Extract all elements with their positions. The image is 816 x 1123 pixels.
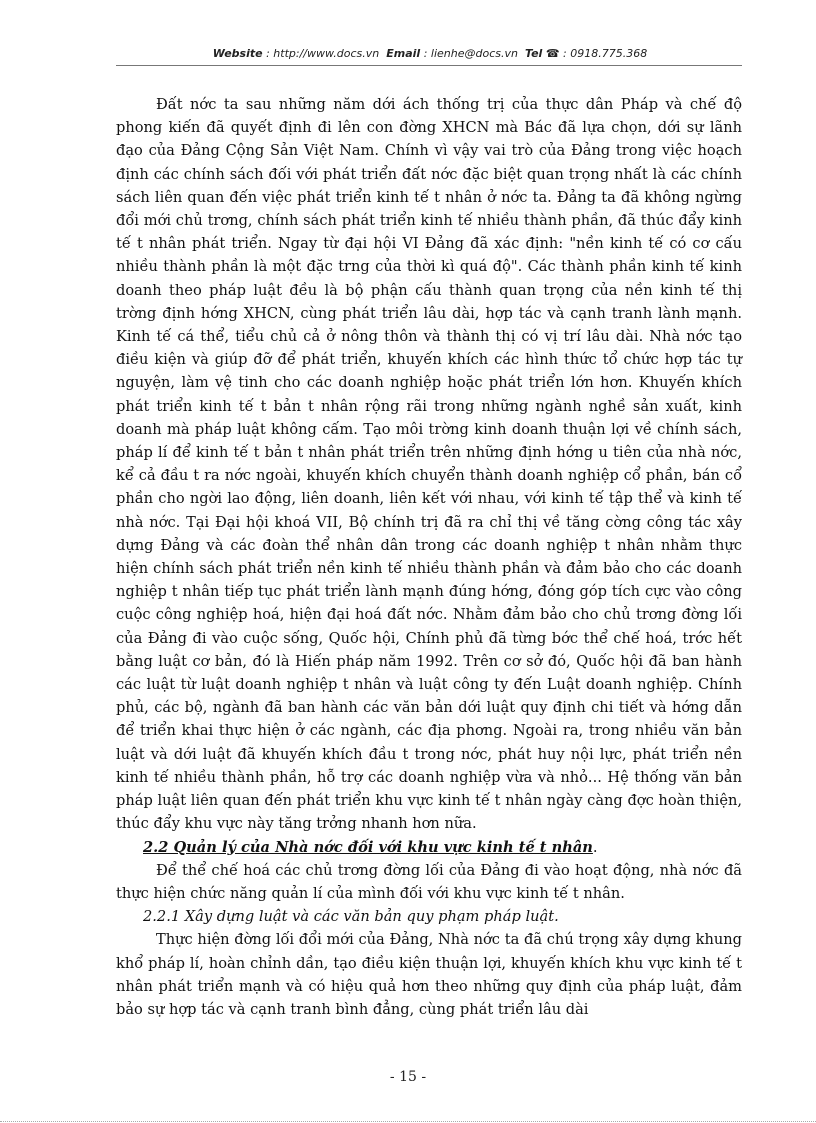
website-label: Website (212, 47, 263, 60)
page-header (120, 47, 740, 60)
email-value: : lienhe@docs.vn (423, 47, 518, 60)
document-body (116, 93, 742, 1021)
footer-divider (0, 1121, 816, 1122)
subsection-heading-2-2-1: 2.2.1 Xây dựng luật và các văn bản quy phạm pháp luật. (143, 908, 559, 926)
section-heading-2-2 (116, 836, 742, 859)
email-label: Email (386, 47, 421, 60)
section-heading-text: 2.2 Quản lý của Nhà nớc đối với khu vực kinh tế t nhân (143, 838, 593, 856)
paragraph-legal-framework: Thực hiện đờng lối đổi mới của Đảng, Nhà nớc ta đã chú trọng xây dựng khung khổ pháp lí, hoàn chỉnh dần, tạo điều kiện thuận lợi, khuyến khích khu vực kinh tế t nhân phát triển mạnh và có hiệu quả hơn theo những quy định của pháp luật, đảm bảo sự hợp tác và cạnh tranh bình đẳng, cùng phát triển lâu dài (116, 931, 742, 1018)
tel-value: : 0918.775.368 (563, 47, 648, 60)
header-divider (116, 65, 742, 66)
tel-label: Tel (524, 47, 543, 60)
phone-icon: ☎ (545, 47, 560, 60)
page-number: - 15 - (389, 1069, 427, 1085)
website-value: : http://www.docs.vn (266, 47, 380, 60)
paragraph-intro: Đất nớc ta sau những năm dới ách thống trị của thực dân Pháp và chế độ phong kiến đã quyết định đi lên con đờng XHCN mà Bác đã lựa chọn, dới sự lãnh đạo của Đảng Cộng Sản Việt Nam. Chính vì vậy vai trò của Đảng trong việc hoạch định các chính sách đối với phát triển đất nớc đặc biệt quan trọng nhất là các chính sách liên quan đến việc phát triển kinh tế t nhân ở nớc ta. Đảng ta đã không ngừng đổi mới chủ trơng, chính sách phát triển kinh tế nhiều thành phần, đã thúc đẩy kinh tế t nhân phát triển. Ngay từ đại hội VI Đảng đã xác định: "nền kinh tế có cơ cấu nhiều thành phần là một đặc trng của thời kì quá độ". Các thành phần kinh tế kinh doanh theo pháp luật đều là bộ phận cấu thành quan trọng của nền kinh tế thị trờng định hớng XHCN, cùng phát triển lâu dài, hợp tác và cạnh tranh lành mạnh. Kinh tế cá thể, tiểu chủ cả ở nông thôn và thành thị có vị trí lâu dài. Nhà nớc tạo điều kiện và giúp đỡ để phát triển, khuyến khích các hình thức tổ chức hợp tác tự nguyện, làm vệ tinh cho các doanh nghiệp hoặc phát triển lớn hơn. Khuyến khích phát triển kinh tế t bản t nhân rộng rãi trong những ngành nghề sản xuất, kinh doanh mà pháp luật không cấm. Tạo môi trờng kinh doanh thuận lợi về chính sách, pháp lí để kinh tế t bản t nhân phát triển trên những định hớng u tiên của nhà nớc, kể cả đầu t ra nớc ngoài, khuyến khích chuyển thành doanh nghiệp cổ phần, bán cổ phần cho ngời lao động, liên doanh, liên kết với nhau, với kinh tế tập thể và kinh tế nhà nớc. Tại Đại hội khoá VII, Bộ chính trị đã ra chỉ thị về tăng cờng công tác xây dựng Đảng và các đoàn thể nhân dân trong các doanh nghiệp t nhân nhằm thực hiện chính sách phát triển nền kinh tế nhiều thành phần và đảm bảo cho các doanh nghiệp t nhân tiếp tục phát triển lành mạnh đúng hớng, đóng góp tích cực vào công cuộc công nghiệp hoá, hiện đại hoá đất nớc. Nhằm đảm bảo cho chủ trơng đờng lối của Đảng đi vào cuộc sống, Quốc hội, Chính phủ đã từng bớc thể chế hoá, trớc hết bằng luật cơ bản, đó là Hiến pháp năm 1992. Trên cơ sở đó, Quốc hội đã ban hành các luật từ luật doanh nghiệp t nhân và luật công ty đến Luật doanh nghiệp. Chính phủ, các bộ, ngành đã ban hành các văn bản dới luật quy định chi tiết và hớng dẫn để triển khai thực hiện ở các ngành, các địa phơng. Ngoài ra, trong nhiều văn bản luật và dới luật đã khuyến khích đầu t trong nớc, phát huy nội lực, phát triển nền kinh tế nhiều thành phần, hỗ trợ các doanh nghiệp vừa và nhỏ... Hệ thống văn bản pháp luật liên quan đến phát triển khu vực kinh tế t nhân ngày càng đợc hoàn thiện, thúc đẩy khu vực này tăng trởng nhanh hơn nữa. (116, 96, 742, 833)
paragraph-state-management: Để thể chế hoá các chủ trơng đờng lối của Đảng đi vào hoạt động, nhà nớc đã thực hiện chức năng quản lí của mình đối với khu vực kinh tế t nhân. (116, 861, 742, 902)
section-heading-period: . (592, 838, 598, 856)
